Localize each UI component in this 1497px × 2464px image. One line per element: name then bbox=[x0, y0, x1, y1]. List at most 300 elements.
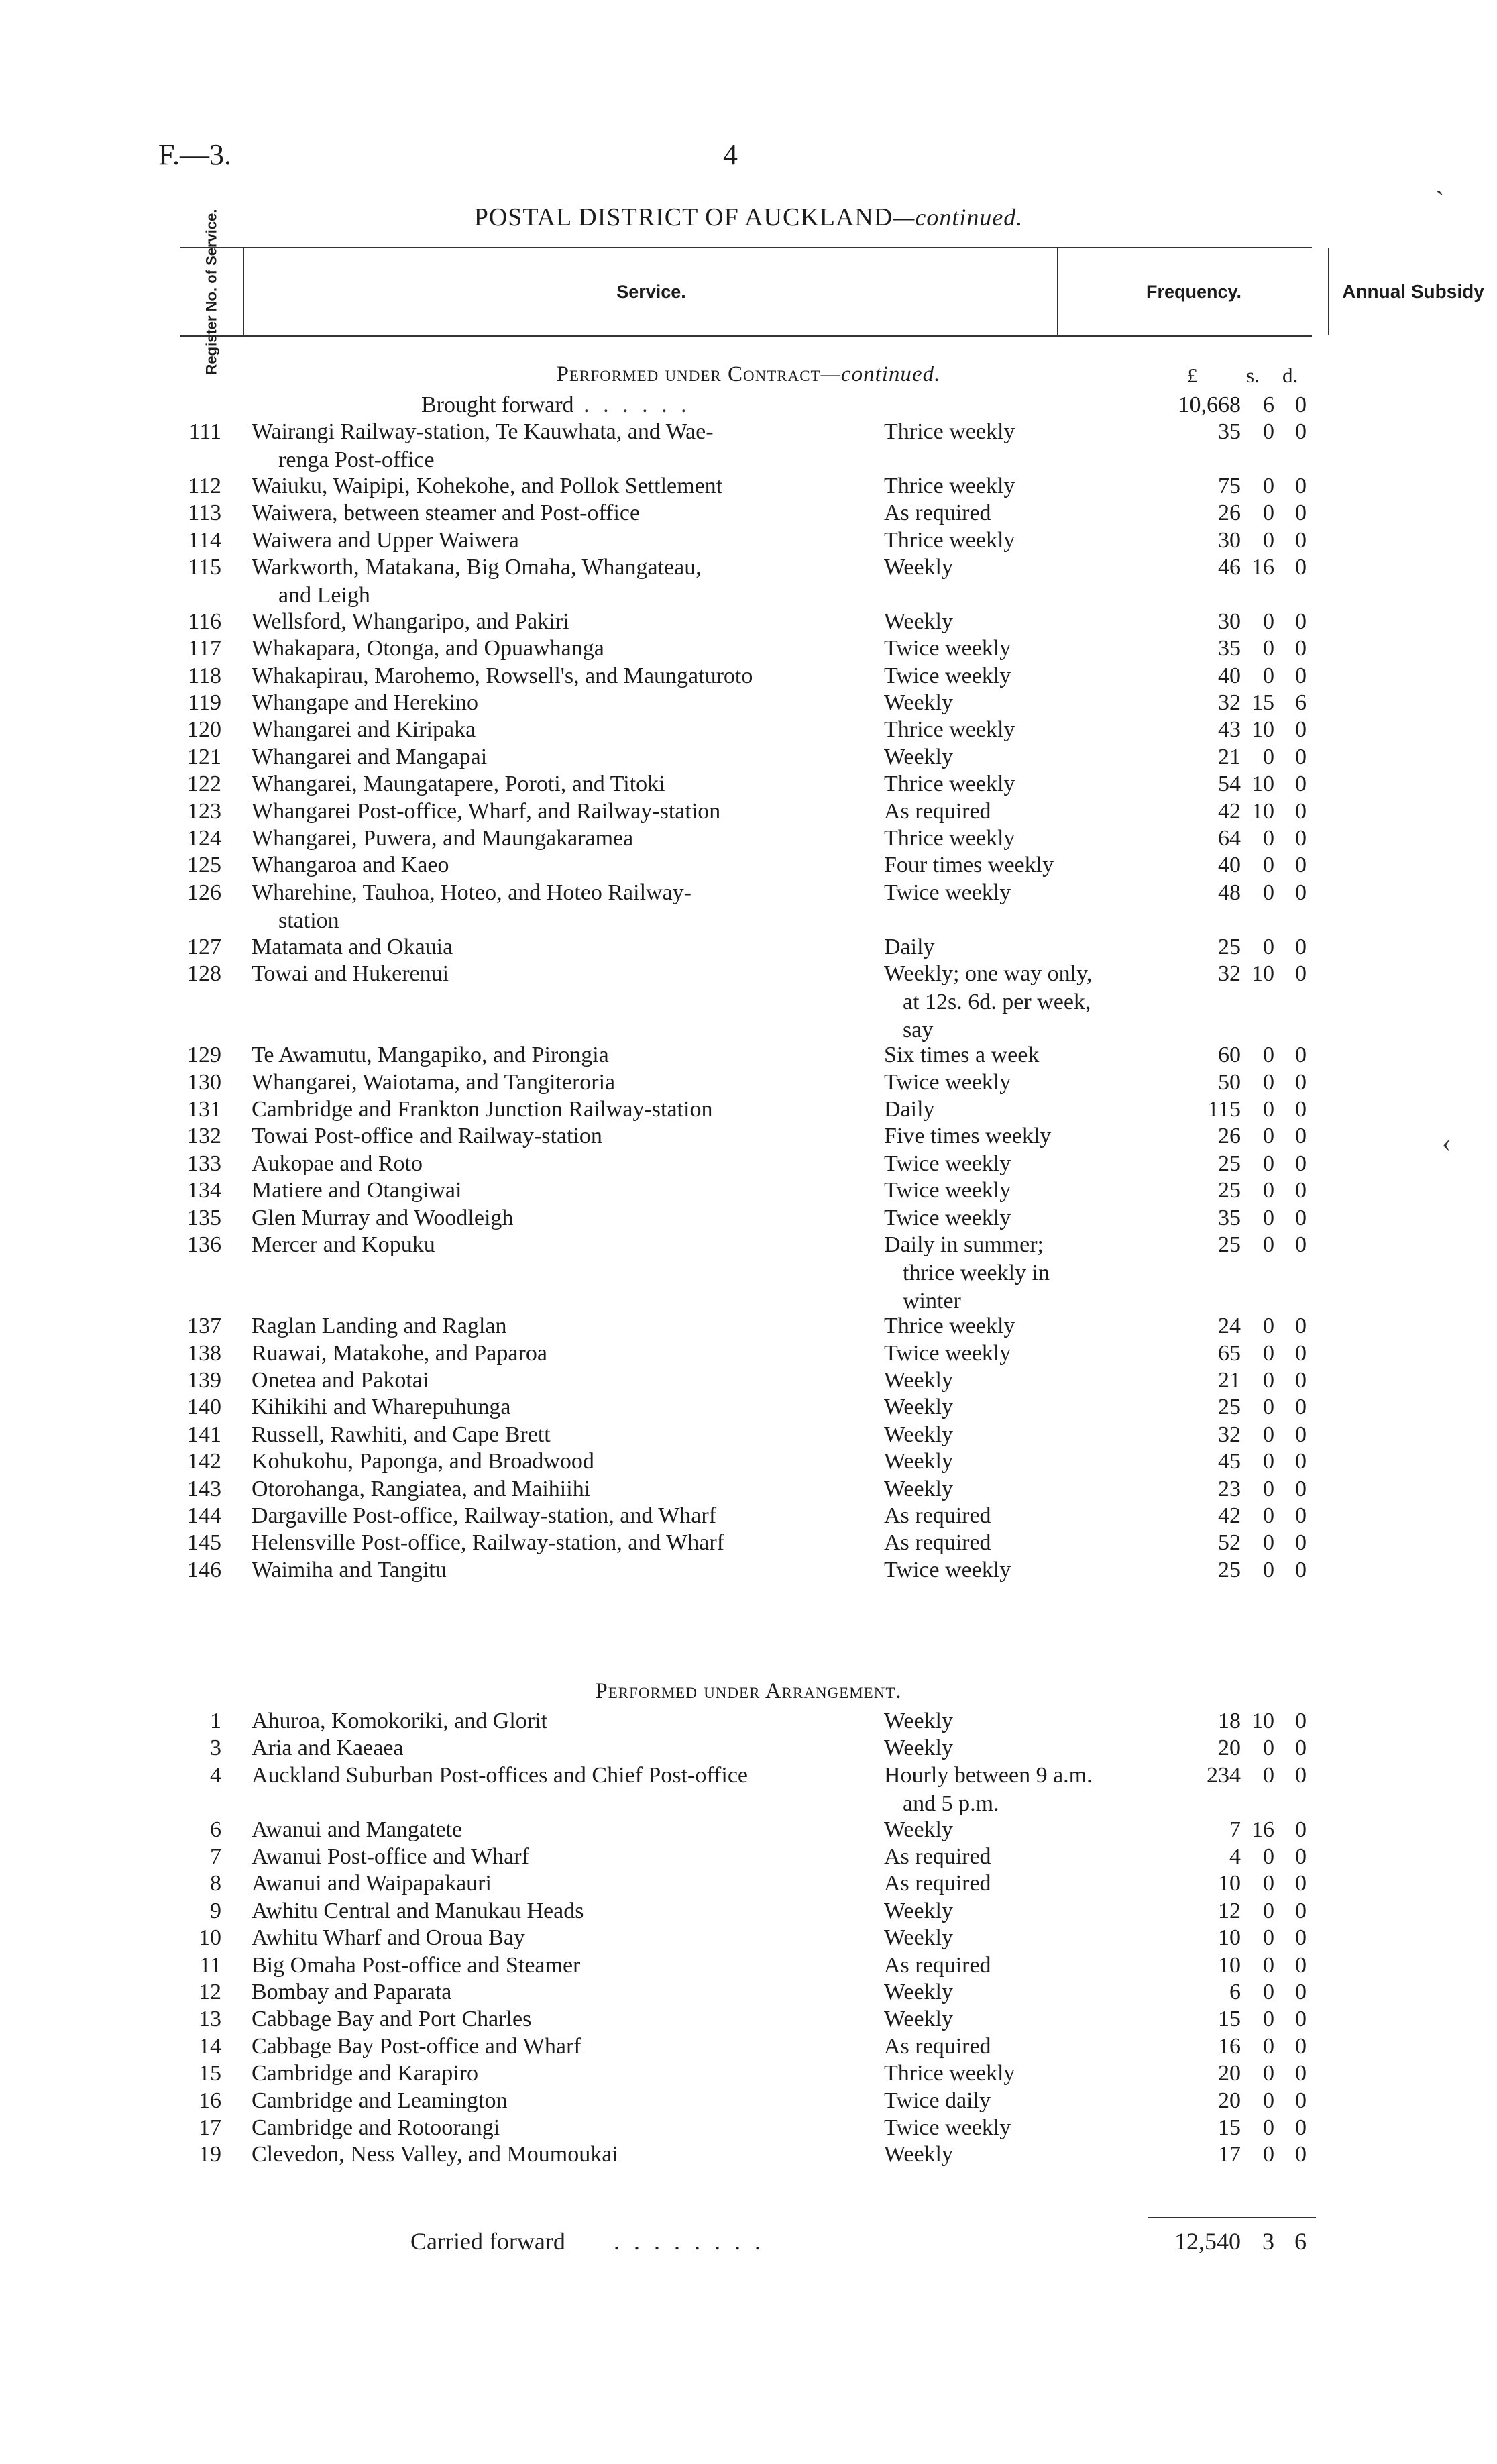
frequency: Weekly bbox=[884, 1395, 953, 1420]
column-header-subsidy: Annual Subsidy bbox=[1328, 248, 1497, 335]
register-number: 134 bbox=[187, 1178, 221, 1203]
page-title-main: POSTAL DISTRICT OF AUCKLAND bbox=[474, 203, 893, 231]
frequency: Weekly bbox=[884, 1368, 953, 1393]
service-name: Towai Post-office and Railway-station bbox=[252, 1124, 602, 1149]
subsidy-pence: 0 bbox=[1295, 1762, 1307, 1788]
subsidy-pence: 0 bbox=[1295, 1735, 1307, 1761]
subsidy-pounds: 35 bbox=[1218, 419, 1241, 444]
register-number: 10 bbox=[199, 1925, 221, 1951]
subsidy-shillings: 0 bbox=[1263, 1503, 1274, 1528]
page-number: 4 bbox=[723, 138, 738, 171]
carried-forward-pounds: 12,540 bbox=[1174, 2228, 1241, 2255]
service-name: Awhitu Central and Manukau Heads bbox=[252, 1898, 584, 1923]
register-number: 136 bbox=[187, 1232, 221, 1257]
subsidy-pounds: 25 bbox=[1218, 1557, 1241, 1583]
subsidy-pence: 0 bbox=[1295, 419, 1307, 444]
service-name: Warkworth, Matakana, Big Omaha, Whangateau, and Leigh bbox=[252, 555, 702, 608]
service-name: Whangarei and Kiripaka bbox=[252, 717, 476, 743]
service-name: Russell, Rawhiti, and Cape Brett bbox=[252, 1422, 551, 1447]
subsidy-pounds: 75 bbox=[1218, 473, 1241, 498]
service-name: Whangarei, Maungatapere, Poroti, and Titoki bbox=[252, 771, 665, 797]
subsidy-pounds: 10 bbox=[1218, 1925, 1241, 1951]
subsidy-pounds: 25 bbox=[1218, 1150, 1241, 1176]
service-name: Whakapara, Otonga, and Opuawhanga bbox=[252, 636, 604, 661]
subsidy-pence: 0 bbox=[1295, 608, 1307, 634]
subsidy-pence: 0 bbox=[1295, 636, 1307, 661]
subsidy-pounds: 15 bbox=[1218, 2006, 1241, 2032]
subsidy-shillings: 0 bbox=[1263, 1340, 1274, 1366]
subsidy-pounds: 40 bbox=[1218, 853, 1241, 878]
subsidy-shillings: 0 bbox=[1263, 1449, 1274, 1475]
subsidy-pence: 0 bbox=[1295, 1925, 1307, 1951]
frequency: Twice weekly bbox=[884, 1340, 1011, 1366]
subsidy-pounds: 20 bbox=[1218, 2088, 1241, 2113]
subsidy-pounds: 52 bbox=[1218, 1530, 1241, 1556]
subsidy-pounds: 16 bbox=[1218, 2033, 1241, 2059]
frequency: Weekly bbox=[884, 1449, 953, 1475]
subsidy-shillings: 16 bbox=[1252, 555, 1274, 580]
carried-forward-label: Carried forward bbox=[410, 2228, 565, 2255]
service-name: Ruawai, Matakohe, and Paparoa bbox=[252, 1340, 547, 1366]
register-number: 139 bbox=[187, 1368, 221, 1393]
subsidy-pounds: 23 bbox=[1218, 1476, 1241, 1501]
document-page: F.—3. 4 POSTAL DISTRICT OF AUCKLAND—continued. Register No. of Service. Service. Frequency. Annual Subsidy Performed under Contract—continued. £ s. d. Brought forward . . . . . . 10,668 6 0 111 Wairangi Railway-station, Te Kauwhata, and Wae- renga Post-office Thrice weekly 35 0 0 112 Waiuku, Waipipi, Kohekohe, and Pollok Settlement Thrice weekly 75 0 0 113 Waiwera, between steamer and Post-office As required 26 0 0 114 Waiwera and Upper Waiwera Thrice weekly 30 0 0 115 Warkworth, Matakana, Big Omaha, Whangateau, and Leigh Weekly 46 16 0 116 Wellsford, Whangaripo, and Pakiri Weekly 30 0 0 117 Whakapara, Otonga, and Opuawhanga Twice weekly 35 0 0 118 Whakapirau, Marohemo, Rowsell's, and Maungaturoto Twice weekly 40 0 0 119 Whangape and Herekino Weekly 32 15 6 120 Whangarei and Kiripaka Thrice weekly 43 10 0 121 Whangarei and Mangapai Weekly 21 0 0 122 Whangarei, Maungatapere, Poroti, and Titoki Thrice weekly 54 10 0 123 Whangarei Post-office, Wharf, and Railway-station As required 42 10 0 124 Whangarei, Puwera, and Maungakaramea Thrice weekly 64 0 0 125 Whangaroa and Kaeo Four times weekly 40 0 0 126 Wharehine, Tauhoa, Hoteo, and Hoteo Railway- station Twice weekly 48 0 0 127 Matamata and Okauia Daily 25 0 0 128 Towai and Hukerenui Weekly; one way only, at 12s. 6d. per week, say 32 10 0 129 Te Awamutu, Mangapiko, and Pirongia Six times a week 60 0 0 130 Whangarei, Waiotama, and Tangiteroria Twice weekly 50 0 0 131 Cambridge and Frankton Junction Railway-station Daily 115 0 0 132 Towai Post-office and Railway-station Five times weekly 26 0 0 133 Aukopae and Roto Twice weekly 25 0 0 134 Matiere and Otangiwai Twice weekly 25 0 0 135 Glen Murray and Woodleigh Twice weekly 35 0 0 136 Mercer and Kopuku Daily in summer; thrice weekly in winter 25 0 0 137 Raglan Landing and Raglan Thrice weekly 24 0 0 138 Ruawai, Matakohe, and Paparoa Twice weekly 65 0 0 139 Onetea and Pakotai Weekly 21 0 0 140 Kihikihi and Wharepuhunga Weekly 25 0 0 141 Russell, Rawhiti, and Cape Brett Weekly 32 0 0 142 Kohukohu, Paponga, and Broadwood Weekly 45 0 0 143 Otorohanga, Rangiatea, and Maihiihi Weekly 23 0 0 144 Dargaville Post-office, Railway-station, and Wharf As required 42 0 0 145 Helensville Post-office, Railway-station, and Wharf As required 52 0 0 146 Waimiha and Tangitu Twice weekly 25 0 0 Performed under Arrangement. 1 Ahuroa, Komokoriki, and Glorit Weekly 18 10 0 3 Aria and Kaeaea Weekly 20 0 0 4 Auckland Suburban Post-offices and Chief Post-office Hourly between 9 a.m. and 5 p.m. 234 0 0 6 Awanui and Mangatete Weekly 7 16 0 7 Awanui Post-office and Wharf As required 4 0 0 8 Awanui and Waipapakauri As required 10 0 0 9 Awhitu Central and Manukau Heads Weekly 12 0 0 10 Awhitu Wharf and Oroua Bay Weekly 10 0 0 11 Big Omaha Post-office and Steamer As required 10 0 0 12 Bombay and Paparata Weekly 6 0 0 13 Cabbage Bay and Port Charles Weekly 15 0 0 14 Cabbage Bay Post-office and Wharf As required 16 0 0 15 Cambridge and Karapiro Thrice weekly 20 0 0 16 Cambridge and Leamington Twice daily 20 0 0 17 Cambridge and Rotoorangi Twice weekly 15 0 0 19 Clevedon, Ness Valley, and Moumoukai Weekly 17 0 0 Carried forward . . . . . . . . 12,540 3 6 ˎ ‹ bbox=[0, 0, 1497, 2464]
subsidy-shillings: 0 bbox=[1263, 1069, 1274, 1095]
subsidy-pounds: 25 bbox=[1218, 1395, 1241, 1420]
service-name: Kihikihi and Wharepuhunga bbox=[252, 1395, 511, 1420]
subsidy-shillings: 0 bbox=[1263, 1844, 1274, 1869]
subsidy-pence: 0 bbox=[1295, 1817, 1307, 1842]
register-number: 4 bbox=[210, 1762, 221, 1788]
subsidy-pence: 0 bbox=[1295, 1232, 1307, 1257]
subsidy-pounds: 48 bbox=[1218, 879, 1241, 905]
subsidy-pence: 0 bbox=[1295, 1898, 1307, 1923]
frequency: Thrice weekly bbox=[884, 473, 1015, 498]
service-name: Cambridge and Frankton Junction Railway-station bbox=[252, 1097, 713, 1122]
subsidy-pence: 0 bbox=[1295, 1422, 1307, 1447]
service-name: Raglan Landing and Raglan bbox=[252, 1314, 507, 1339]
frequency: Weekly bbox=[884, 1817, 953, 1842]
shillings-heading: s. bbox=[1246, 364, 1260, 387]
subsidy-pounds: 234 bbox=[1207, 1762, 1241, 1788]
subsidy-pounds: 25 bbox=[1218, 1178, 1241, 1203]
subsidy-shillings: 0 bbox=[1263, 2142, 1274, 2167]
subsidy-pounds: 46 bbox=[1218, 555, 1241, 580]
service-name: Big Omaha Post-office and Steamer bbox=[252, 1952, 581, 1978]
subsidy-pence: 0 bbox=[1295, 1069, 1307, 1095]
subsidy-pounds: 50 bbox=[1218, 1069, 1241, 1095]
register-number: 16 bbox=[199, 2088, 221, 2113]
subsidy-pence: 0 bbox=[1295, 1709, 1307, 1733]
subsidy-pence: 6 bbox=[1295, 690, 1307, 715]
subsidy-pence: 0 bbox=[1295, 1476, 1307, 1501]
subsidy-pence: 0 bbox=[1295, 1395, 1307, 1420]
register-number: 124 bbox=[187, 826, 221, 851]
subsidy-pounds: 60 bbox=[1218, 1042, 1241, 1068]
service-name: Kohukohu, Paponga, and Broadwood bbox=[252, 1449, 594, 1475]
subsidy-shillings: 0 bbox=[1263, 1557, 1274, 1583]
service-name: Cabbage Bay Post-office and Wharf bbox=[252, 2033, 581, 2059]
subsidy-pence: 0 bbox=[1295, 1150, 1307, 1176]
subsidy-shillings: 0 bbox=[1263, 1925, 1274, 1951]
subsidy-shillings: 16 bbox=[1252, 1817, 1274, 1842]
frequency: Weekly bbox=[884, 1709, 953, 1733]
subsidy-shillings: 10 bbox=[1252, 961, 1274, 986]
service-name: Whangarei, Puwera, and Maungakaramea bbox=[252, 826, 634, 851]
service-name: Whangarei Post-office, Wharf, and Railway-station bbox=[252, 798, 721, 824]
register-number: 121 bbox=[187, 744, 221, 769]
frequency: Twice weekly bbox=[884, 663, 1011, 688]
subsidy-pounds: 12 bbox=[1218, 1898, 1241, 1923]
subsidy-pounds: 32 bbox=[1218, 961, 1241, 986]
subsidy-shillings: 0 bbox=[1263, 1205, 1274, 1230]
section-heading-arrangement: Performed under Arrangement. bbox=[595, 1679, 902, 1703]
subsidy-shillings: 0 bbox=[1263, 1314, 1274, 1339]
register-number: 140 bbox=[187, 1395, 221, 1420]
subsidy-pence: 0 bbox=[1295, 473, 1307, 498]
subsidy-pence: 0 bbox=[1295, 663, 1307, 688]
subsidy-shillings: 0 bbox=[1263, 2088, 1274, 2113]
frequency: As required bbox=[884, 1530, 991, 1556]
register-number: 137 bbox=[187, 1314, 221, 1339]
subsidy-pence: 0 bbox=[1295, 1530, 1307, 1556]
service-name: Whangarei and Mangapai bbox=[252, 744, 488, 769]
register-number: 11 bbox=[199, 1952, 221, 1978]
subsidy-pounds: 65 bbox=[1218, 1340, 1241, 1366]
service-name: Otorohanga, Rangiatea, and Maihiihi bbox=[252, 1476, 591, 1501]
subsidy-pounds: 4 bbox=[1229, 1844, 1241, 1869]
frequency: As required bbox=[884, 1871, 991, 1896]
subsidy-shillings: 0 bbox=[1263, 2061, 1274, 2086]
register-number: 119 bbox=[188, 690, 221, 715]
subsidy-shillings: 0 bbox=[1263, 1898, 1274, 1923]
service-name: Wharehine, Tauhoa, Hoteo, and Hoteo Railway- station bbox=[252, 879, 691, 933]
frequency: Weekly bbox=[884, 2142, 953, 2167]
subsidy-pence: 0 bbox=[1295, 771, 1307, 797]
subsidy-pounds: 30 bbox=[1218, 527, 1241, 553]
subsidy-pounds: 18 bbox=[1218, 1709, 1241, 1733]
subsidy-pence: 0 bbox=[1295, 717, 1307, 743]
frequency: Four times weekly bbox=[884, 853, 1054, 878]
subsidy-pounds: 20 bbox=[1218, 2061, 1241, 2086]
register-number: 7 bbox=[210, 1844, 221, 1869]
service-name: Helensville Post-office, Railway-station, and Wharf bbox=[252, 1530, 725, 1556]
subsidy-pounds: 54 bbox=[1218, 771, 1241, 797]
register-number: 133 bbox=[187, 1150, 221, 1176]
frequency: Daily bbox=[884, 934, 935, 959]
service-name: Bombay and Paparata bbox=[252, 1980, 452, 2004]
register-number: 125 bbox=[187, 853, 221, 878]
subsidy-pence: 0 bbox=[1295, 555, 1307, 580]
frequency: Daily bbox=[884, 1097, 935, 1122]
frequency: Weekly bbox=[884, 2006, 953, 2032]
subsidy-pence: 0 bbox=[1295, 1340, 1307, 1366]
frequency: Twice weekly bbox=[884, 636, 1011, 661]
register-number: 6 bbox=[210, 1817, 221, 1842]
subsidy-shillings: 0 bbox=[1263, 1762, 1274, 1788]
register-number: 130 bbox=[187, 1069, 221, 1095]
frequency: Thrice weekly bbox=[884, 717, 1015, 743]
subsidy-shillings: 0 bbox=[1263, 419, 1274, 444]
frequency: As required bbox=[884, 2033, 991, 2059]
register-number: 114 bbox=[188, 527, 221, 553]
service-name: Glen Murray and Woodleigh bbox=[252, 1205, 514, 1230]
register-number: 112 bbox=[188, 473, 221, 498]
register-number: 129 bbox=[187, 1042, 221, 1068]
subsidy-shillings: 0 bbox=[1263, 500, 1274, 526]
subsidy-pence: 0 bbox=[1295, 853, 1307, 878]
subtotal-rule bbox=[1148, 2217, 1316, 2218]
service-name: Waiwera, between steamer and Post-office bbox=[252, 500, 641, 526]
register-number: 122 bbox=[187, 771, 221, 797]
register-number: 138 bbox=[187, 1340, 221, 1366]
subsidy-shillings: 0 bbox=[1263, 527, 1274, 553]
subsidy-pence: 0 bbox=[1295, 500, 1307, 526]
subsidy-shillings: 10 bbox=[1252, 717, 1274, 743]
subsidy-shillings: 0 bbox=[1263, 1395, 1274, 1420]
service-name: Waiuku, Waipipi, Kohekohe, and Pollok Settlement bbox=[252, 473, 723, 498]
subsidy-shillings: 0 bbox=[1263, 879, 1274, 905]
service-name: Whakapirau, Marohemo, Rowsell's, and Maungaturoto bbox=[252, 663, 753, 688]
subsidy-pounds: 20 bbox=[1218, 1735, 1241, 1761]
subsidy-pence: 0 bbox=[1295, 2115, 1307, 2140]
frequency: Twice daily bbox=[884, 2088, 991, 2113]
page-title-suffix: —continued. bbox=[893, 204, 1023, 231]
frequency: Twice weekly bbox=[884, 1178, 1011, 1203]
subsidy-shillings: 0 bbox=[1263, 608, 1274, 634]
subsidy-pounds: 32 bbox=[1218, 690, 1241, 715]
subsidy-shillings: 0 bbox=[1263, 826, 1274, 851]
register-number: 132 bbox=[187, 1124, 221, 1149]
frequency: As required bbox=[884, 1844, 991, 1869]
service-name: Clevedon, Ness Valley, and Moumoukai bbox=[252, 2142, 618, 2167]
margin-arrow-mark: ‹ bbox=[1442, 1128, 1451, 1158]
register-number: 115 bbox=[188, 555, 221, 580]
subsidy-shillings: 0 bbox=[1263, 1042, 1274, 1068]
register-number: 111 bbox=[188, 419, 221, 444]
subsidy-pence: 0 bbox=[1295, 961, 1307, 986]
register-number: 15 bbox=[199, 2061, 221, 2086]
frequency: Thrice weekly bbox=[884, 1314, 1015, 1339]
frequency: Twice weekly bbox=[884, 2115, 1011, 2140]
subsidy-shillings: 0 bbox=[1263, 2006, 1274, 2032]
subsidy-pence: 0 bbox=[1295, 1952, 1307, 1978]
frequency: Daily in summer; thrice weekly in winter bbox=[884, 1232, 1050, 1314]
subsidy-pounds: 45 bbox=[1218, 1449, 1241, 1475]
subsidy-pence: 0 bbox=[1295, 1449, 1307, 1475]
subsidy-pounds: 35 bbox=[1218, 636, 1241, 661]
subsidy-pounds: 21 bbox=[1218, 1368, 1241, 1393]
service-name: Awanui Post-office and Wharf bbox=[252, 1844, 529, 1869]
subsidy-pounds: 115 bbox=[1207, 1097, 1241, 1122]
subsidy-pence: 0 bbox=[1295, 1368, 1307, 1393]
frequency: Six times a week bbox=[884, 1042, 1040, 1068]
frequency: Twice weekly bbox=[884, 879, 1011, 905]
subsidy-pence: 0 bbox=[1295, 1097, 1307, 1122]
subsidy-pounds: 35 bbox=[1218, 1205, 1241, 1230]
document-reference: F.—3. bbox=[158, 138, 231, 171]
subsidy-pounds: 32 bbox=[1218, 1422, 1241, 1447]
brought-forward-pence: 0 bbox=[1295, 392, 1307, 417]
subsidy-shillings: 10 bbox=[1252, 771, 1274, 797]
service-name: Cabbage Bay and Port Charles bbox=[252, 2006, 532, 2032]
subsidy-shillings: 0 bbox=[1263, 1952, 1274, 1978]
frequency: Weekly bbox=[884, 1925, 953, 1951]
subsidy-pounds: 6 bbox=[1229, 1980, 1241, 2004]
subsidy-shillings: 0 bbox=[1263, 2115, 1274, 2140]
register-number: 116 bbox=[188, 608, 221, 634]
register-number: 3 bbox=[210, 1735, 221, 1761]
brought-forward-shillings: 6 bbox=[1263, 392, 1274, 417]
register-number: 128 bbox=[187, 961, 221, 986]
register-number: 142 bbox=[187, 1449, 221, 1475]
subsidy-shillings: 0 bbox=[1263, 1871, 1274, 1896]
register-number: 146 bbox=[187, 1557, 221, 1583]
column-header-service: Service. bbox=[243, 248, 1058, 335]
subsidy-pounds: 40 bbox=[1218, 663, 1241, 688]
service-name: Towai and Hukerenui bbox=[252, 961, 449, 986]
service-name: Awanui and Waipapakauri bbox=[252, 1871, 492, 1896]
subsidy-shillings: 0 bbox=[1263, 663, 1274, 688]
service-name: Waiwera and Upper Waiwera bbox=[252, 527, 519, 553]
register-number: 135 bbox=[187, 1205, 221, 1230]
subsidy-shillings: 0 bbox=[1263, 2033, 1274, 2059]
subsidy-pence: 0 bbox=[1295, 2006, 1307, 2032]
service-name: Wairangi Railway-station, Te Kauwhata, and Wae- renga Post-office bbox=[252, 419, 714, 472]
register-number: 141 bbox=[187, 1422, 221, 1447]
frequency: As required bbox=[884, 798, 991, 824]
service-name: Wellsford, Whangaripo, and Pakiri bbox=[252, 608, 569, 634]
service-name: Ahuroa, Komokoriki, and Glorit bbox=[252, 1709, 547, 1733]
service-name: Cambridge and Leamington bbox=[252, 2088, 508, 2113]
subsidy-pounds: 42 bbox=[1218, 798, 1241, 824]
subsidy-pence: 0 bbox=[1295, 2061, 1307, 2086]
register-number: 13 bbox=[199, 2006, 221, 2032]
subsidy-pounds: 15 bbox=[1218, 2115, 1241, 2140]
subsidy-pounds: 10 bbox=[1218, 1871, 1241, 1896]
register-number: 127 bbox=[187, 934, 221, 959]
frequency: Weekly bbox=[884, 1980, 953, 2004]
service-name: Aria and Kaeaea bbox=[252, 1735, 404, 1761]
frequency: As required bbox=[884, 1952, 991, 1978]
subsidy-pence: 0 bbox=[1295, 2088, 1307, 2113]
subsidy-shillings: 15 bbox=[1252, 690, 1274, 715]
brought-forward-pounds: 10,668 bbox=[1178, 392, 1241, 417]
subsidy-shillings: 0 bbox=[1263, 1368, 1274, 1393]
register-number: 1 bbox=[210, 1709, 221, 1733]
subsidy-pence: 0 bbox=[1295, 1178, 1307, 1203]
register-number: 117 bbox=[188, 636, 221, 661]
subsidy-pence: 0 bbox=[1295, 934, 1307, 959]
register-number: 118 bbox=[188, 663, 221, 688]
subsidy-shillings: 0 bbox=[1263, 1530, 1274, 1556]
frequency: Hourly between 9 a.m. and 5 p.m. bbox=[884, 1762, 1093, 1816]
subsidy-pounds: 26 bbox=[1218, 500, 1241, 526]
subsidy-pence: 0 bbox=[1295, 1557, 1307, 1583]
service-name: Aukopae and Roto bbox=[252, 1150, 423, 1176]
service-name: Whangarei, Waiotama, and Tangiteroria bbox=[252, 1069, 616, 1095]
subsidy-pence: 0 bbox=[1295, 1980, 1307, 2004]
frequency: Twice weekly bbox=[884, 1557, 1011, 1583]
frequency: Five times weekly bbox=[884, 1124, 1052, 1149]
subsidy-pounds: 7 bbox=[1229, 1817, 1241, 1842]
frequency: Weekly bbox=[884, 1898, 953, 1923]
service-name: Te Awamutu, Mangapiko, and Pirongia bbox=[252, 1042, 609, 1068]
subsidy-pence: 0 bbox=[1295, 1314, 1307, 1339]
frequency: Weekly bbox=[884, 744, 953, 769]
subsidy-shillings: 0 bbox=[1263, 636, 1274, 661]
service-name: Cambridge and Rotoorangi bbox=[252, 2115, 500, 2140]
frequency: Weekly bbox=[884, 1735, 953, 1761]
subsidy-pence: 0 bbox=[1295, 1871, 1307, 1896]
register-number: 126 bbox=[187, 879, 221, 905]
subsidy-pounds: 43 bbox=[1218, 717, 1241, 743]
subsidy-shillings: 0 bbox=[1263, 1232, 1274, 1257]
subsidy-shillings: 0 bbox=[1263, 1178, 1274, 1203]
service-name: Awanui and Mangatete bbox=[252, 1817, 463, 1842]
subsidy-shillings: 0 bbox=[1263, 1422, 1274, 1447]
carried-forward-pence: 6 bbox=[1294, 2228, 1307, 2255]
column-header-register: Register No. of Service. bbox=[203, 209, 220, 375]
subsidy-pence: 0 bbox=[1295, 1503, 1307, 1528]
subsidy-shillings: 0 bbox=[1263, 1476, 1274, 1501]
pence-heading: d. bbox=[1282, 364, 1298, 387]
register-number: 143 bbox=[187, 1476, 221, 1501]
frequency: Weekly bbox=[884, 1476, 953, 1501]
register-number: 131 bbox=[187, 1097, 221, 1122]
subsidy-pence: 0 bbox=[1295, 2033, 1307, 2059]
register-number: 17 bbox=[199, 2115, 221, 2140]
service-name: Whangape and Herekino bbox=[252, 690, 478, 715]
frequency: Weekly; one way only, at 12s. 6d. per week, say bbox=[884, 961, 1093, 1042]
subsidy-shillings: 0 bbox=[1263, 744, 1274, 769]
service-name: Matiere and Otangiwai bbox=[252, 1178, 462, 1203]
register-number: 8 bbox=[210, 1871, 221, 1896]
subsidy-pounds: 25 bbox=[1218, 1232, 1241, 1257]
subsidy-pence: 0 bbox=[1295, 2142, 1307, 2167]
service-name: Waimiha and Tangitu bbox=[252, 1557, 447, 1583]
page-title bbox=[0, 203, 1497, 232]
register-number: 123 bbox=[187, 798, 221, 824]
subsidy-pounds: 64 bbox=[1218, 826, 1241, 851]
frequency: Thrice weekly bbox=[884, 419, 1015, 444]
subsidy-shillings: 0 bbox=[1263, 1980, 1274, 2004]
subsidy-shillings: 10 bbox=[1252, 798, 1274, 824]
frequency: Twice weekly bbox=[884, 1069, 1011, 1095]
subsidy-pounds: 24 bbox=[1218, 1314, 1241, 1339]
subsidy-pounds: 10 bbox=[1218, 1952, 1241, 1978]
subsidy-shillings: 0 bbox=[1263, 853, 1274, 878]
frequency: Weekly bbox=[884, 690, 953, 715]
frequency: As required bbox=[884, 1503, 991, 1528]
subsidy-pence: 0 bbox=[1295, 879, 1307, 905]
subsidy-pence: 0 bbox=[1295, 527, 1307, 553]
register-number: 14 bbox=[199, 2033, 221, 2059]
frequency: Weekly bbox=[884, 555, 953, 580]
frequency: Twice weekly bbox=[884, 1150, 1011, 1176]
service-name: Mercer and Kopuku bbox=[252, 1232, 435, 1257]
frequency: Thrice weekly bbox=[884, 527, 1015, 553]
service-name: Dargaville Post-office, Railway-station, and Wharf bbox=[252, 1503, 717, 1528]
service-name: Onetea and Pakotai bbox=[252, 1368, 429, 1393]
subsidy-pounds: 26 bbox=[1218, 1124, 1241, 1149]
subsidy-pence: 0 bbox=[1295, 1124, 1307, 1149]
frequency: Thrice weekly bbox=[884, 2061, 1015, 2086]
subsidy-shillings: 0 bbox=[1263, 1124, 1274, 1149]
subsidy-shillings: 0 bbox=[1263, 1150, 1274, 1176]
register-number: 144 bbox=[187, 1503, 221, 1528]
subsidy-pounds: 21 bbox=[1218, 744, 1241, 769]
